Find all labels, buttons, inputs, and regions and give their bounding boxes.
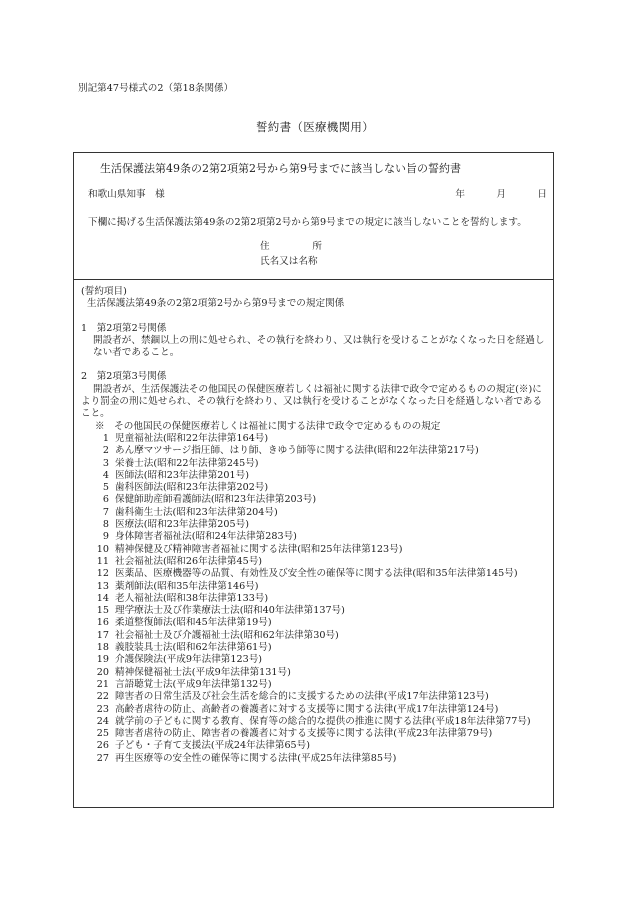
law-title: 障害者の日常生活及び社会生活を総合的に支援するための法律(平成17年法律第123号) bbox=[115, 691, 489, 703]
law-title: 理学療法士及び作業療法士法(昭和40年法律第137号) bbox=[115, 605, 345, 617]
law-number: 11 bbox=[96, 555, 109, 567]
law-list-item bbox=[81, 531, 547, 543]
law-title: 精神保健及び精神障害者福祉に関する法律(昭和25年法律第123号) bbox=[115, 543, 403, 555]
law-title: 障害者虐待の防止、障害者の養護者に対する支援等に関する法律(平成23年法律第79号) bbox=[115, 728, 493, 740]
law-number: 17 bbox=[96, 629, 109, 641]
law-list-item bbox=[81, 544, 547, 556]
law-list-item bbox=[81, 630, 547, 642]
law-number: 24 bbox=[96, 715, 109, 727]
law-number: 15 bbox=[96, 605, 109, 617]
law-number: 8 bbox=[102, 519, 109, 531]
law-list-item bbox=[81, 445, 547, 457]
form-reference: 別記第47号様式の2（第18条関係） bbox=[78, 83, 234, 94]
law-list-item bbox=[81, 617, 547, 629]
law-list-item bbox=[81, 642, 547, 654]
section-2-body: 開設者が、生活保護法その他国民の保健医療若しくは福祉に関する法律で政令で定めるものの規定(※)により罰金の刑に処せられ、その執行を終わり、又は執行を受けることがなくなった日を経過しない者であること。 bbox=[81, 383, 543, 420]
law-title: 就学前の子どもに関する教育、保育等の総合的な提供の推進に関する法律(平成18年法律第77号) bbox=[115, 715, 531, 727]
section-1-body: 開設者が、禁錮以上の刑に処せられ、その執行を終わり、又は執行を受けることがなくなった日を経過しない者であること。 bbox=[93, 334, 545, 359]
law-title: 社会福祉士及び介護福祉士法(昭和62年法律第30号) bbox=[115, 629, 339, 641]
law-number: 26 bbox=[96, 740, 109, 752]
law-title: 再生医療等の安全性の確保等に関する法律(平成25年法律第85号) bbox=[115, 752, 397, 764]
address-label-char-1: 住 bbox=[260, 241, 270, 252]
name-label: 氏名又は名称 bbox=[260, 256, 318, 267]
law-list-item bbox=[81, 470, 547, 482]
law-title: 高齢者虐待の防止、高齢者の養護者に対する支援等に関する法律(平成17年法律第124号) bbox=[115, 703, 499, 715]
law-number: 21 bbox=[96, 678, 109, 690]
law-list-item bbox=[81, 507, 547, 519]
date-day-label: 日 bbox=[537, 189, 547, 200]
law-title: 柔道整復師法(昭和45年法律第19号) bbox=[115, 617, 272, 629]
law-title: 医療法(昭和23年法律第205号) bbox=[115, 519, 249, 531]
date-month-label: 月 bbox=[496, 189, 506, 200]
law-list-item bbox=[81, 593, 547, 605]
law-number: 23 bbox=[96, 703, 109, 715]
pledge-statement: 下欄に掲げる生活保護法第49条の2第2項第2号から第9号までの規定に該当しないことを誓約します。 bbox=[88, 217, 527, 228]
items-header: (誓約項目) bbox=[81, 286, 127, 297]
law-title: 精神保健福祉士法(平成9年法律第131号) bbox=[115, 666, 291, 678]
law-number: 4 bbox=[102, 469, 109, 481]
pledge-frame bbox=[73, 152, 554, 808]
law-list-item bbox=[81, 482, 547, 494]
law-number: 20 bbox=[96, 666, 109, 678]
pledge-items-section bbox=[81, 286, 547, 765]
law-title: 児童福祉法(昭和22年法律第164号) bbox=[115, 432, 269, 444]
law-list-item bbox=[81, 519, 547, 531]
law-number: 9 bbox=[102, 531, 109, 543]
law-list-item bbox=[81, 728, 547, 740]
law-number: 14 bbox=[96, 592, 109, 604]
law-number: 19 bbox=[96, 654, 109, 666]
law-list-item bbox=[81, 458, 547, 470]
law-list-item bbox=[81, 568, 547, 580]
address-label bbox=[260, 241, 322, 253]
law-number: 27 bbox=[96, 752, 109, 764]
law-list-item bbox=[81, 433, 547, 445]
law-number: 22 bbox=[96, 691, 109, 703]
address-label-char-2: 所 bbox=[312, 241, 322, 252]
law-list-item bbox=[81, 654, 547, 666]
items-subheader: 生活保護法第49条の2第2項第2号から第9号までの規定関係 bbox=[87, 298, 345, 310]
law-list-item bbox=[81, 716, 547, 728]
law-number: 13 bbox=[96, 580, 109, 592]
addressee: 和歌山県知事 様 bbox=[88, 189, 165, 200]
law-title: 老人福祉法(昭和38年法律第133号) bbox=[115, 592, 269, 604]
law-list-item bbox=[81, 740, 547, 752]
law-title: 社会福祉法(昭和26年法律第45号) bbox=[115, 555, 263, 567]
law-number: 2 bbox=[102, 445, 109, 457]
law-number: 12 bbox=[96, 568, 109, 580]
law-title: 栄養士法(昭和22年法律第245号) bbox=[115, 457, 259, 469]
law-title: 言語聴覚士法(平成9年法律第132号) bbox=[115, 678, 272, 690]
pledge-upper-section bbox=[74, 153, 553, 280]
law-list-item bbox=[81, 556, 547, 568]
law-number: 18 bbox=[96, 642, 109, 654]
section-1-title: 1 第2項第2号関係 bbox=[81, 322, 167, 334]
law-title: 歯科衛生士法(昭和23年法律第204号) bbox=[115, 506, 278, 518]
law-title: 薬剤師法(昭和35年法律第146号) bbox=[115, 580, 259, 592]
law-list bbox=[81, 433, 547, 765]
law-title: 医師法(昭和23年法律第201号) bbox=[115, 469, 249, 481]
law-title: 歯科医師法(昭和23年法律第202号) bbox=[115, 482, 269, 494]
law-number: 7 bbox=[102, 506, 109, 518]
law-list-item bbox=[81, 581, 547, 593]
law-title: 介護保険法(平成9年法律第123号) bbox=[115, 654, 263, 666]
law-list-item bbox=[81, 494, 547, 506]
date-year-label: 年 bbox=[455, 189, 465, 200]
law-title: 子ども・子育て支援法(平成24年法律第65号) bbox=[115, 740, 310, 752]
law-title: 義肢装具士法(昭和62年法律第61号) bbox=[115, 642, 272, 654]
law-title: 身体障害者福祉法(昭和24年法律第283号) bbox=[115, 531, 297, 543]
law-title: あん摩マツサージ指圧師、はり師、きゆう師等に関する法律(昭和22年法律第217号) bbox=[115, 445, 479, 457]
law-number: 25 bbox=[96, 728, 109, 740]
law-list-item bbox=[81, 667, 547, 679]
section-2-note: ※ その他国民の保健医療若しくは福祉に関する法律で政令で定めるものの規定 bbox=[95, 420, 441, 432]
law-list-item bbox=[81, 605, 547, 617]
law-list-item bbox=[81, 679, 547, 691]
law-number: 5 bbox=[102, 482, 109, 494]
law-title: 医薬品、医療機器等の品質、有効性及び安全性の確保等に関する法律(昭和35年法律第145号) bbox=[115, 568, 518, 580]
law-number: 3 bbox=[102, 457, 109, 469]
law-number: 6 bbox=[102, 494, 109, 506]
law-list-item bbox=[81, 691, 547, 703]
document-title: 誓約書（医療機関用） bbox=[256, 120, 374, 134]
section-2-title: 2 第2項第3号関係 bbox=[81, 371, 167, 383]
law-list-item bbox=[81, 704, 547, 716]
law-number: 1 bbox=[102, 432, 109, 444]
law-list-item bbox=[81, 753, 547, 765]
date-field bbox=[424, 189, 547, 201]
pledge-heading: 生活保護法第49条の2第2項第2号から第9号までに該当しない旨の誓約書 bbox=[100, 162, 461, 175]
law-number: 10 bbox=[96, 543, 109, 555]
law-title: 保健師助産師看護師法(昭和23年法律第203号) bbox=[115, 494, 317, 506]
law-number: 16 bbox=[96, 617, 109, 629]
